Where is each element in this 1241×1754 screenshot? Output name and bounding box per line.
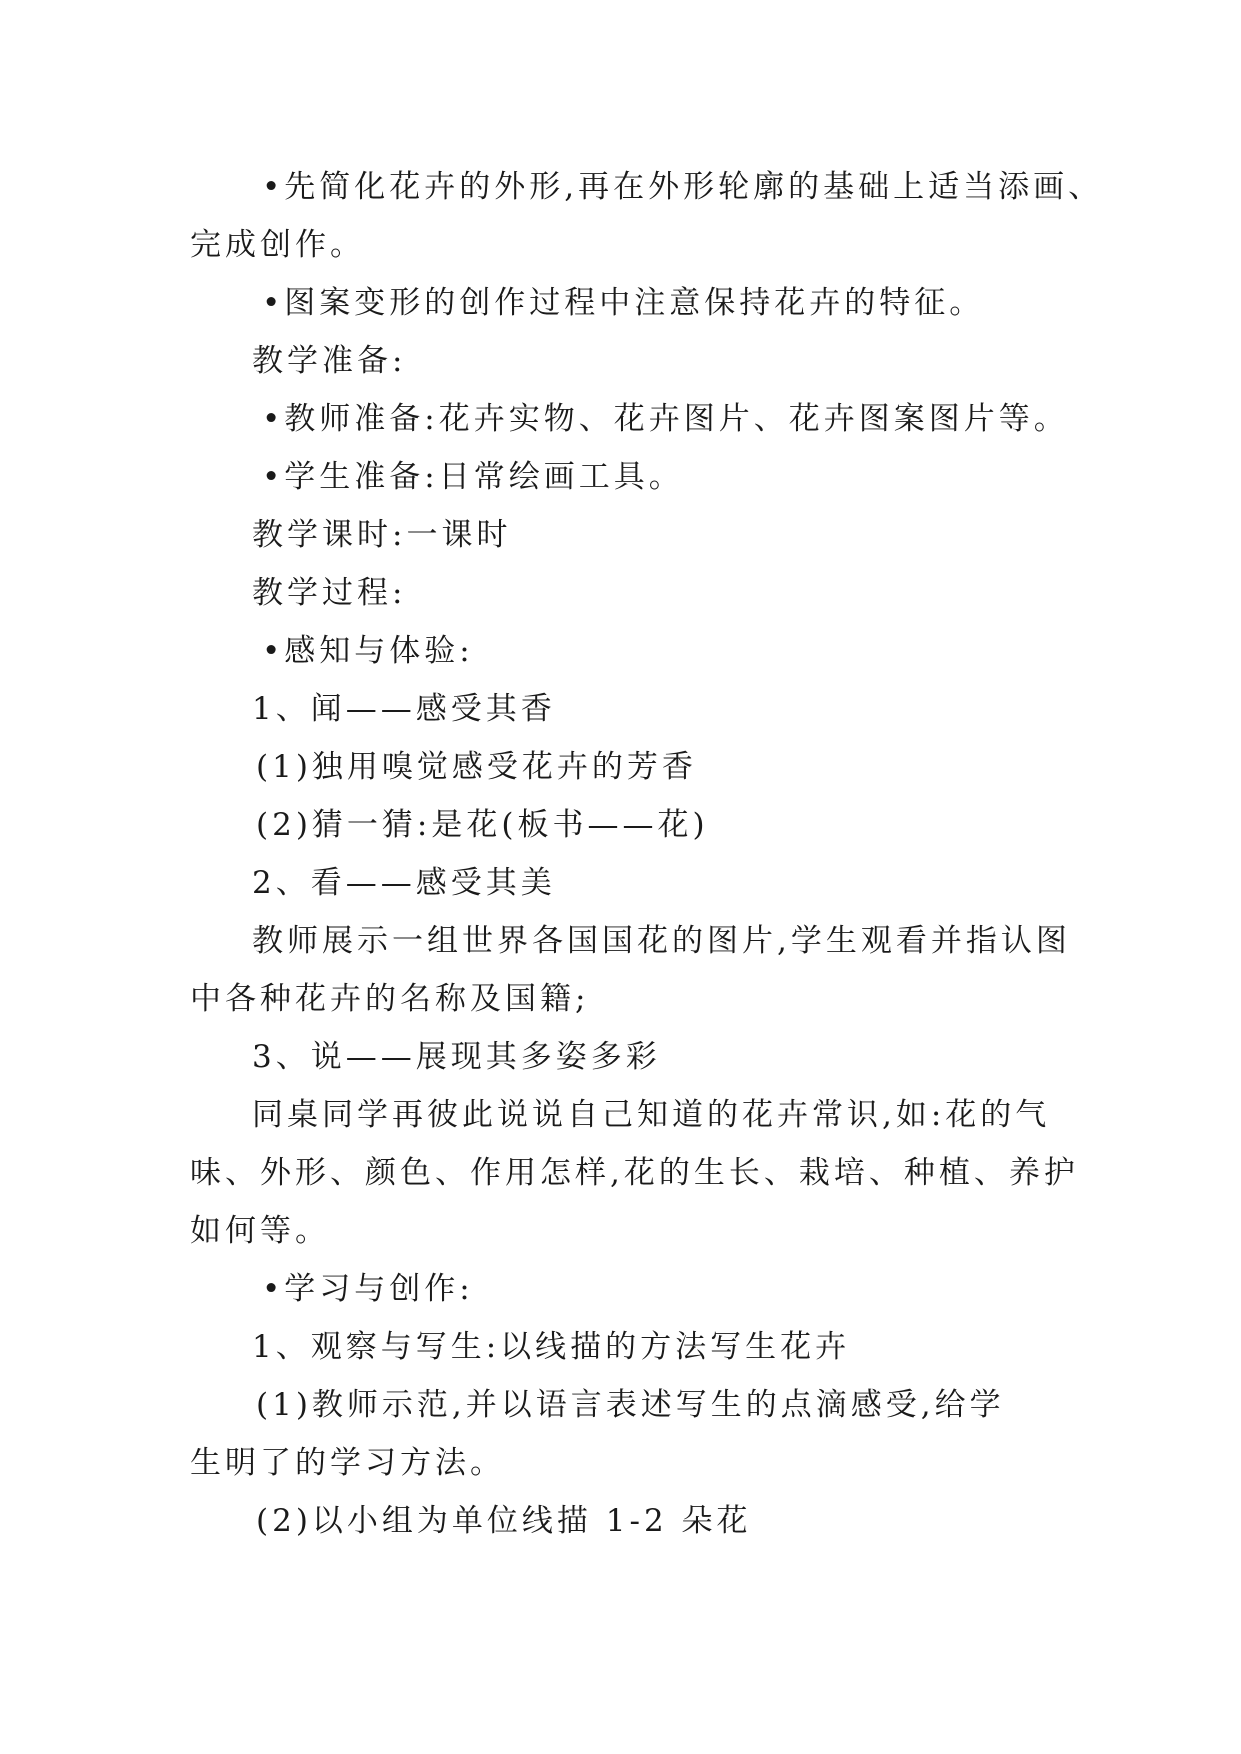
text-line: •先简化花卉的外形,再在外形轮廓的基础上适当添画、	[262, 169, 1104, 205]
text-line: 2、看——感受其美	[252, 865, 556, 901]
text-line: 1、观察与写生:以线描的方法写生花卉	[252, 1329, 851, 1365]
text-line: 1、闻——感受其香	[252, 691, 556, 727]
section-heading: 教学过程:	[252, 575, 407, 611]
text-line: 教师展示一组世界各国国花的图片,学生观看并指认图	[252, 923, 1071, 959]
text-line: 中各种花卉的名称及国籍;	[190, 981, 590, 1017]
text-line: 3、说——展现其多姿多彩	[252, 1039, 661, 1075]
text-line: •学习与创作:	[262, 1271, 474, 1307]
section-heading: 教学课时:一课时	[252, 517, 512, 553]
text-line: (1)独用嗅觉感受花卉的芳香	[256, 749, 697, 785]
text-line: •图案变形的创作过程中注意保持花卉的特征。	[262, 285, 985, 321]
text-line: (2)以小组为单位线描 1-2 朵花	[256, 1503, 752, 1539]
section-heading: 教学准备:	[252, 343, 407, 379]
text-line: 同桌同学再彼此说说自己知道的花卉常识,如:花的气	[252, 1097, 1051, 1133]
text-line: 如何等。	[190, 1213, 330, 1249]
text-line: •教师准备:花卉实物、花卉图片、花卉图案图片等。	[262, 401, 1069, 437]
text-line: 味、外形、颜色、作用怎样,花的生长、栽培、种植、养护	[190, 1155, 1079, 1191]
text-line: •感知与体验:	[262, 633, 474, 669]
text-line: (2)猜一猜:是花(板书——花)	[256, 807, 709, 843]
text-line: •学生准备:日常绘画工具。	[262, 459, 684, 495]
text-line: (1)教师示范,并以语言表述写生的点滴感受,给学	[256, 1387, 1005, 1423]
text-line: 生明了的学习方法。	[190, 1445, 505, 1481]
text-line: 完成创作。	[190, 227, 365, 263]
